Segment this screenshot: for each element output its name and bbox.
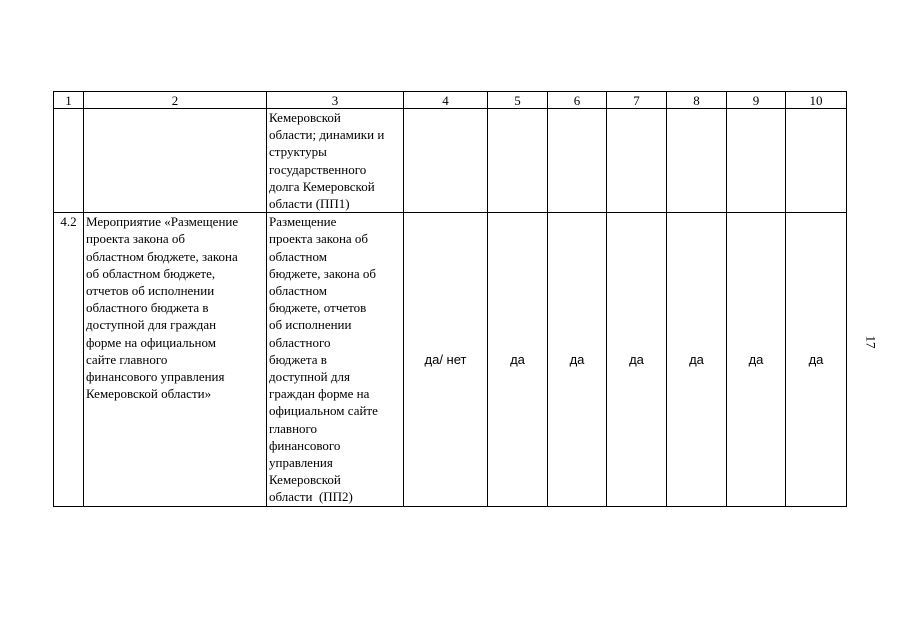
data-table	[53, 91, 847, 507]
header-cell-7: 7	[607, 92, 667, 109]
indicator-text: Размещение проекта закона об областном бюджете, закона об областном бюджете, отчетов об исполнении областного бюджета в доступной для граждан форме на официальном сайте главного финансового управления Кемеровской области (ПП2)	[269, 214, 378, 505]
continuation-number-cell	[54, 109, 84, 213]
header-cell-6: 6	[548, 92, 607, 109]
table-row-4-2	[54, 213, 847, 506]
page-number: 17	[863, 335, 879, 349]
value-cell-8: да	[667, 213, 727, 506]
row-number-cell: 4.2	[54, 213, 84, 506]
header-cell-2: 2	[84, 92, 267, 109]
unit-cell: да/ нет	[404, 213, 488, 506]
header-cell-3: 3	[267, 92, 404, 109]
value-cell-9: да	[727, 213, 786, 506]
event-cell	[84, 213, 267, 506]
value-cell-6: да	[548, 213, 607, 506]
header-cell-8: 8	[667, 92, 727, 109]
header-cell-9: 9	[727, 92, 786, 109]
header-cell-10: 10	[786, 92, 847, 109]
continuation-value-cell-9	[727, 109, 786, 213]
continuation-indicator-text: Кемеровской области; динамики и структуры государственного долга Кемеровской области (ПП1)	[269, 110, 385, 212]
continuation-value-cell-6	[548, 109, 607, 213]
continuation-indicator-cell	[267, 109, 404, 213]
value-cell-7: да	[607, 213, 667, 506]
value-cell-5: да	[488, 213, 548, 506]
continuation-value-cell-7	[607, 109, 667, 213]
header-cell-4: 4	[404, 92, 488, 109]
continuation-value-cell-5	[488, 109, 548, 213]
event-text: Мероприятие «Размещение проекта закона об областном бюджете, закона об областном бюджете, отчетов об исполнении областного бюджета в доступной для граждан форме на официальном сайте главного финансового управления Кемеровской области»	[86, 214, 239, 402]
continuation-unit-cell	[404, 109, 488, 213]
header-row	[54, 92, 847, 109]
table-row-continuation	[54, 109, 847, 213]
continuation-value-cell-8	[667, 109, 727, 213]
value-cell-10: да	[786, 213, 847, 506]
header-cell-1: 1	[54, 92, 84, 109]
indicator-cell	[267, 213, 404, 506]
continuation-event-cell	[84, 109, 267, 213]
continuation-value-cell-10	[786, 109, 847, 213]
header-cell-5: 5	[488, 92, 548, 109]
